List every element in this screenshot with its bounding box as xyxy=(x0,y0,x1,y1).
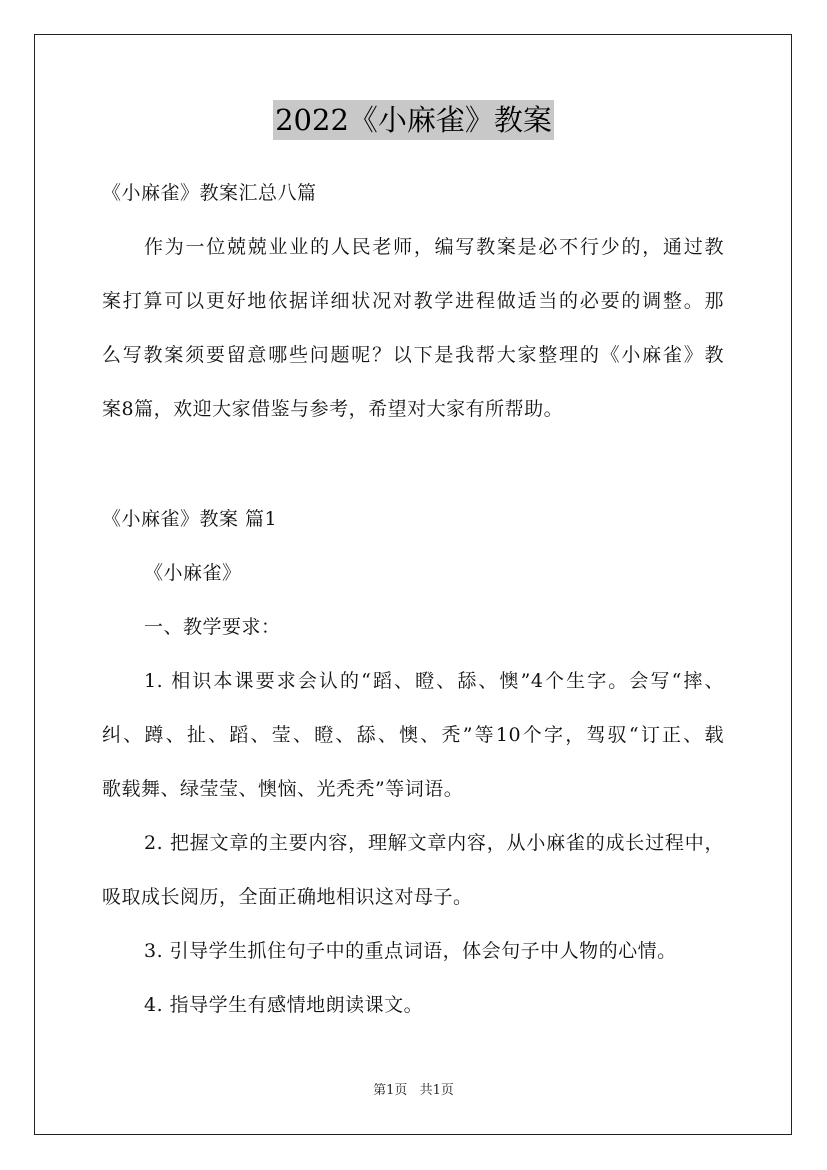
intro-line-1: 作为一位兢兢业业的人民老师，编写教案是必不行少的，通过教 xyxy=(144,236,724,258)
item2-line-1: 2. 把握文章的主要内容，理解文章内容，从小麻雀的成长过程中， xyxy=(144,832,724,854)
document-title: 2022《小麻雀》教案 xyxy=(273,100,554,140)
document-subtitle: 《小麻雀》教案汇总八篇 xyxy=(102,182,317,204)
item3: 3. 引导学生抓住句子中的重点词语，体会句子中人物的心情。 xyxy=(144,940,677,962)
page-footer xyxy=(0,1082,827,1100)
intro-line-2: 案打算可以更好地依据详细状况对教学进程做适当的必要的调整。那 xyxy=(102,290,724,312)
requirements-heading: 一、教学要求： xyxy=(144,616,281,638)
page-total: 共1页 xyxy=(419,1083,454,1098)
lesson-title: 《小麻雀》 xyxy=(144,562,242,584)
section-heading: 《小麻雀》教案 篇1 xyxy=(102,508,278,530)
intro-line-4: 案8篇，欢迎大家借鉴与参考，希望对大家有所帮助。 xyxy=(102,398,564,420)
title-container xyxy=(0,100,827,140)
intro-line-3: 么写教案须要留意哪些问题呢？以下是我帮大家整理的《小麻雀》教 xyxy=(102,344,724,366)
item1-line-2: 纠、蹲、扯、蹈、莹、瞪、舔、懊、秃”等10个字，驾驭“订正、载 xyxy=(102,724,724,746)
item4: 4. 指导学生有感情地朗读课文。 xyxy=(144,994,424,1016)
item1-line-1: 1. 相识本课要求会认的“蹈、瞪、舔、懊”4个生字。会写“摔、 xyxy=(144,670,724,692)
item2-line-2: 吸取成长阅历，全面正确地相识这对母子。 xyxy=(102,886,473,908)
item1-line-3: 歌载舞、绿莹莹、懊恼、光秃秃”等词语。 xyxy=(102,778,464,800)
page-current: 第1页 xyxy=(373,1083,408,1098)
